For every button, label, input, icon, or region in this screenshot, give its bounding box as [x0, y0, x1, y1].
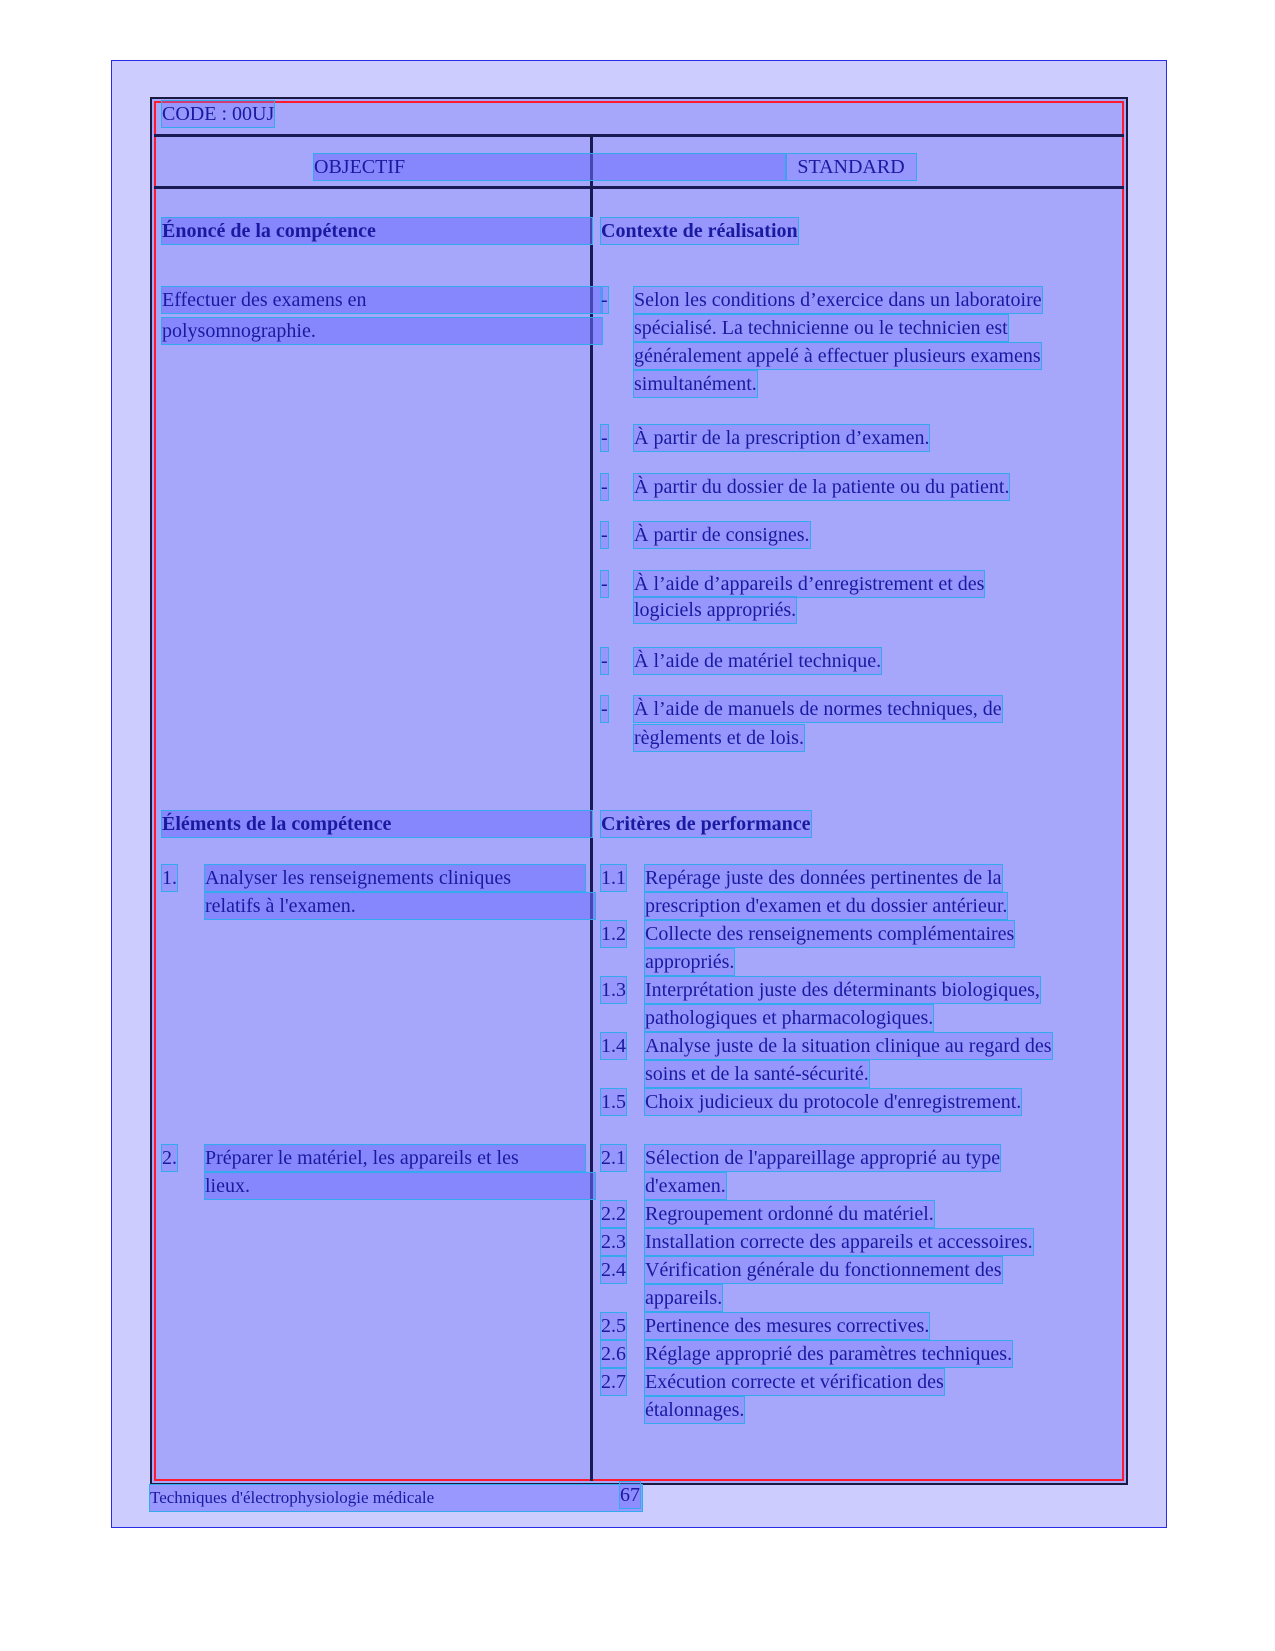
criterion-line: Vérification générale du fonctionnement des	[645, 1259, 1002, 1281]
element-number: 1.	[162, 867, 177, 889]
context-bullet: -	[601, 698, 608, 720]
criterion-number: 1.2	[601, 923, 626, 945]
criterion-line: soins et de la santé-sécurité.	[645, 1063, 869, 1085]
header-divider	[154, 134, 1124, 137]
objectif-label: OBJECTIF	[314, 156, 406, 178]
competence-heading: Énoncé de la compétence	[162, 218, 592, 244]
criterion-line: Exécution correcte et vérification des	[645, 1371, 944, 1393]
criterion-number: 1.4	[601, 1035, 626, 1057]
criterion-number: 1.3	[601, 979, 626, 1001]
footer-title: Techniques d'électrophysiologie médicale	[150, 1485, 642, 1511]
criterion-line: pathologiques et pharmacologiques.	[645, 1007, 934, 1029]
element-line: Analyser les renseignements cliniques	[205, 865, 585, 891]
context-line: règlements et de lois.	[634, 727, 804, 749]
criterion-line: étalonnages.	[645, 1399, 745, 1421]
criterion-line: Réglage approprié des paramètres techniques.	[645, 1343, 1013, 1365]
context-line: logiciels appropriés.	[634, 599, 797, 621]
objectif-header	[314, 154, 786, 180]
criterion-number: 1.1	[601, 867, 626, 889]
criterion-number: 1.5	[601, 1091, 626, 1113]
criterion-line: Repérage juste des données pertinentes de la	[645, 867, 1002, 889]
page-number: 67	[620, 1484, 640, 1506]
criterion-number: 2.5	[601, 1315, 626, 1337]
context-line: À l’aide de matériel technique.	[634, 650, 882, 672]
element-number: 2.	[162, 1147, 177, 1169]
criterion-line: Sélection de l'appareillage approprié au type	[645, 1147, 1001, 1169]
criterion-number: 2.1	[601, 1147, 626, 1169]
element-line: lieux.	[205, 1173, 595, 1199]
criterion-line: Installation correcte des appareils et accessoires.	[645, 1231, 1033, 1253]
criterion-number: 2.7	[601, 1371, 626, 1393]
criterion-line: appropriés.	[645, 951, 735, 973]
criterion-line: Analyse juste de la situation clinique au regard des	[645, 1035, 1052, 1057]
criterion-line: d'examen.	[645, 1175, 726, 1197]
context-heading: Contexte de réalisation	[601, 220, 798, 242]
code-label: CODE : 00UJ	[162, 103, 275, 125]
context-line: spécialisé. La technicienne ou le technicien est	[634, 317, 1008, 339]
context-line: Selon les conditions d’exercice dans un laboratoire	[634, 289, 1042, 311]
context-bullet: -	[601, 524, 608, 546]
criterion-line: Interprétation juste des déterminants biologiques,	[645, 979, 1040, 1001]
competence-line: polysomnographie.	[162, 318, 602, 344]
element-line: relatifs à l'examen.	[205, 893, 595, 919]
criterion-line: appareils.	[645, 1287, 723, 1309]
criterion-number: 2.4	[601, 1259, 626, 1281]
context-bullet: -	[601, 573, 608, 595]
context-bullet: -	[601, 289, 608, 311]
context-line: simultanément.	[634, 373, 757, 395]
elements-heading: Éléments de la compétence	[162, 811, 592, 837]
context-bullet: -	[601, 650, 608, 672]
context-line: À l’aide d’appareils d’enregistrement et des	[634, 573, 985, 595]
criterion-line: Regroupement ordonné du matériel.	[645, 1203, 934, 1225]
standard-header: STANDARD	[786, 154, 916, 180]
context-line: généralement appelé à effectuer plusieurs examens	[634, 345, 1041, 367]
element-line: Préparer le matériel, les appareils et les	[205, 1145, 585, 1171]
criterion-line: prescription d'examen et du dossier antérieur.	[645, 895, 1008, 917]
criterion-line: Choix judicieux du protocole d'enregistrement.	[645, 1091, 1022, 1113]
criterion-number: 2.2	[601, 1203, 626, 1225]
competence-line: Effectuer des examens en	[162, 287, 602, 313]
context-line: À partir de la prescription d’examen.	[634, 427, 930, 449]
criteria-heading: Critères de performance	[601, 813, 811, 835]
context-bullet: -	[601, 476, 608, 498]
criterion-line: Pertinence des mesures correctives.	[645, 1315, 930, 1337]
context-bullet: -	[601, 427, 608, 449]
context-line: À partir de consignes.	[634, 524, 810, 546]
column-header-divider	[154, 186, 1124, 189]
criterion-number: 2.3	[601, 1231, 626, 1253]
criterion-line: Collecte des renseignements complémentaires	[645, 923, 1015, 945]
context-line: À partir du dossier de la patiente ou du patient.	[634, 476, 1010, 498]
criterion-number: 2.6	[601, 1343, 626, 1365]
context-line: À l’aide de manuels de normes techniques, de	[634, 698, 1002, 720]
